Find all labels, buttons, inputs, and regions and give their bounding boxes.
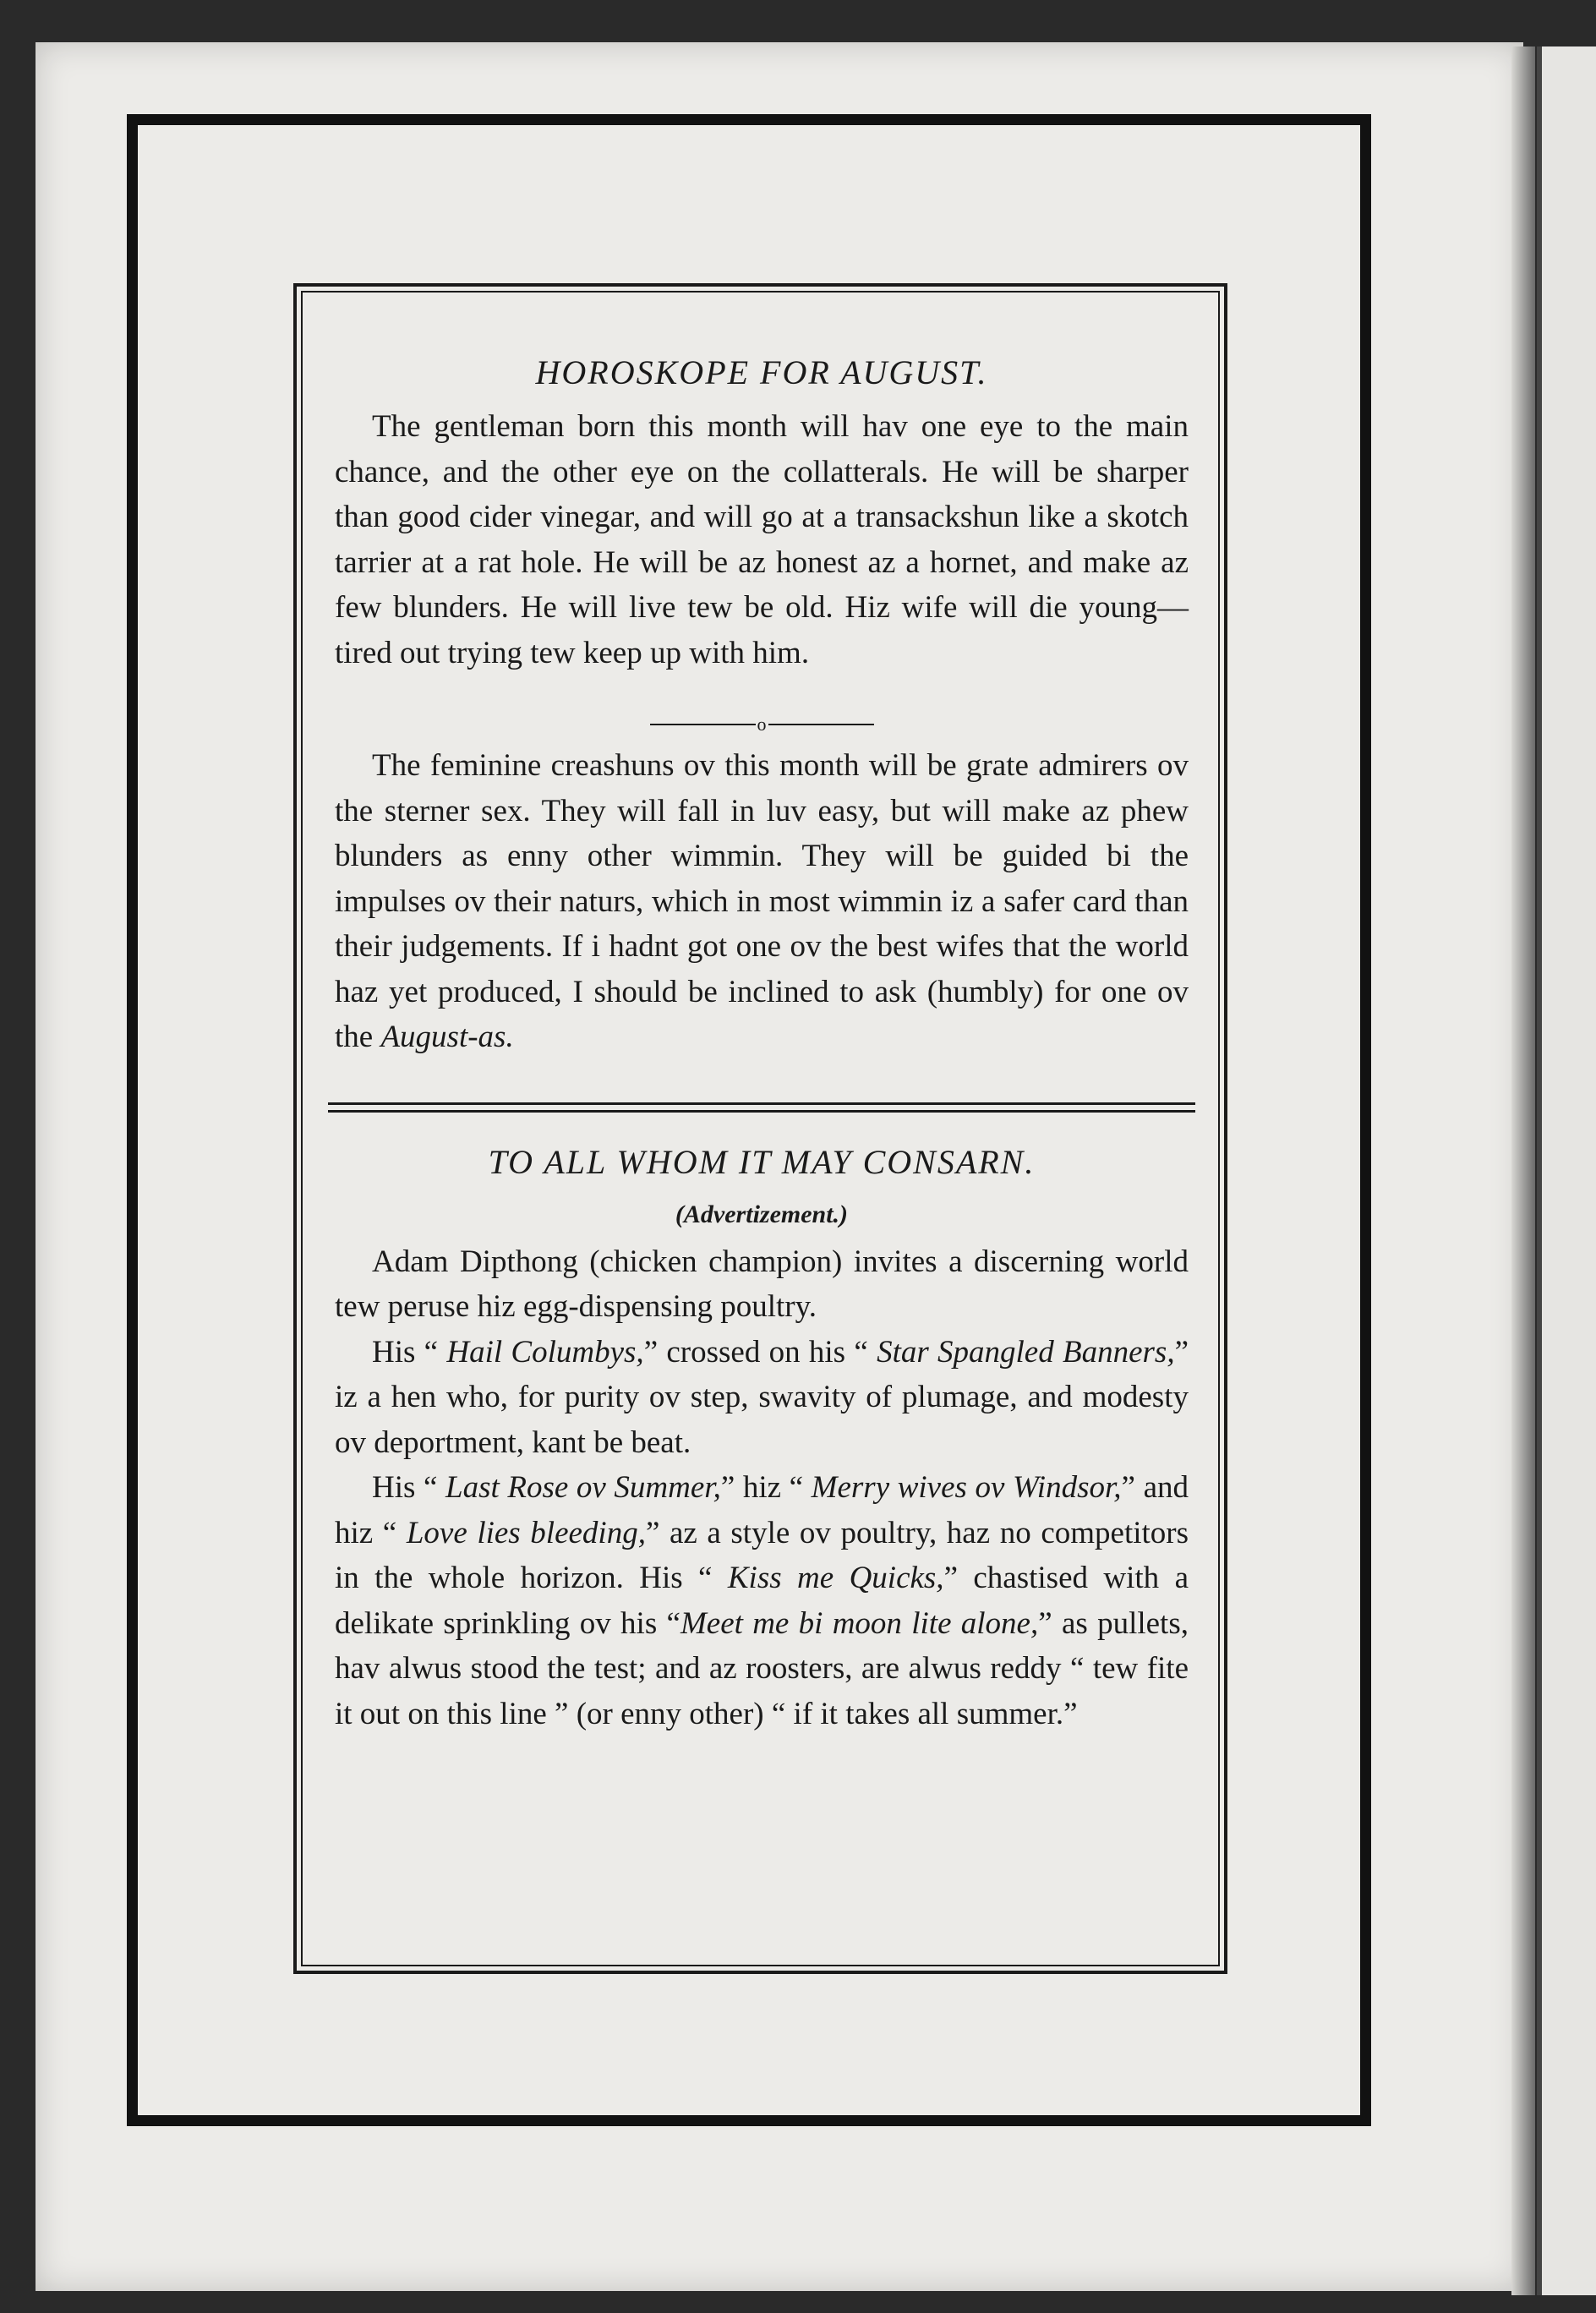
text-run: His “ [372, 1470, 446, 1505]
ad-intro-paragraph: Adam Dipthong (chicken champion) invites a discerning world tew peruse hiz egg-dispensing poultry. [335, 1244, 1189, 1324]
italic-run: Last Rose ov Summer, [445, 1470, 721, 1505]
inner-rule [301, 291, 1220, 1966]
ornament-divider [335, 699, 1189, 735]
text-run: ” crossed on his “ [643, 1334, 877, 1370]
text-run: ” iz a hen who, for purity ov step, swavity of plumage, and modesty ov deportment, kant be beat. [335, 1334, 1189, 1460]
italic-run: Merry wives ov Windsor, [811, 1470, 1122, 1505]
page-gutter [1511, 46, 1535, 2295]
text-run: ” as pullets, hav alwus stood the test; and az roosters, are alwus reddy “ tew fite it out on this line ” (or enny other) “ if it takes all summer.” [335, 1605, 1189, 1731]
text-run: ” hiz “ [720, 1470, 812, 1505]
text-run: ” and hiz “ [335, 1470, 1189, 1550]
double-rule-separator [328, 1102, 1195, 1113]
advertisement-subtitle: (Advertizement.) [675, 1200, 849, 1228]
horoscope-title: HOROSKOPE FOR AUGUST. [535, 353, 988, 391]
divider-line-left [650, 724, 756, 725]
divider-line-right [768, 724, 874, 725]
text-run: ” az a style ov poultry, haz no competitors in the whole horizon. His “ [335, 1515, 1189, 1595]
italic-run: Star Spangled Banners, [877, 1334, 1175, 1370]
inner-text-panel [293, 283, 1227, 1974]
text-run: ” chastised with a delikate sprinkling ov his “ [335, 1561, 1189, 1641]
text-run: The feminine creashuns ov this month will be grate admirers ov the sterner sex. They will fall in luv easy, but will make az phew blunders as enny other wimmin. They will be guided bi the impulses ov their naturs, which in most wimmin iz a safer card than their judgements. If i hadnt got one ov the best wifes that the world haz yet produced, I should be inclined to ask (humbly) for one ov the [335, 748, 1189, 1054]
adjacent-page-edge [1537, 46, 1596, 2295]
ad-hail-columbys-paragraph [335, 1330, 1189, 1466]
italic-run: August-as. [380, 1020, 514, 1054]
italic-run: Meet me bi moon lite alone, [680, 1605, 1039, 1641]
italic-run: Hail Columbys, [446, 1334, 644, 1370]
page-text [335, 350, 1189, 1736]
ad-last-rose-paragraph [335, 1465, 1189, 1736]
advertisement-title: TO ALL WHOM IT MAY CONSARN. [488, 1142, 1036, 1181]
divider-o-glyph: o [757, 713, 767, 735]
horoscope-gentleman-paragraph: The gentleman born this month will hav one eye to the main chance, and the other eye on the collatterals. He will be sharper than good cider vinegar, and will go at a transackshun like a skotch tarrier at a rat hole. He will be az honest az a hornet, and make az few blunders. He will live tew be old. Hiz wife will die young—tired out trying tew keep up with him. [335, 409, 1189, 670]
italic-run: Love lies bleeding, [406, 1515, 646, 1550]
horoscope-feminine-paragraph [335, 743, 1189, 1060]
text-run: His “ [372, 1334, 447, 1370]
italic-run: Kiss me Quicks, [727, 1561, 944, 1595]
